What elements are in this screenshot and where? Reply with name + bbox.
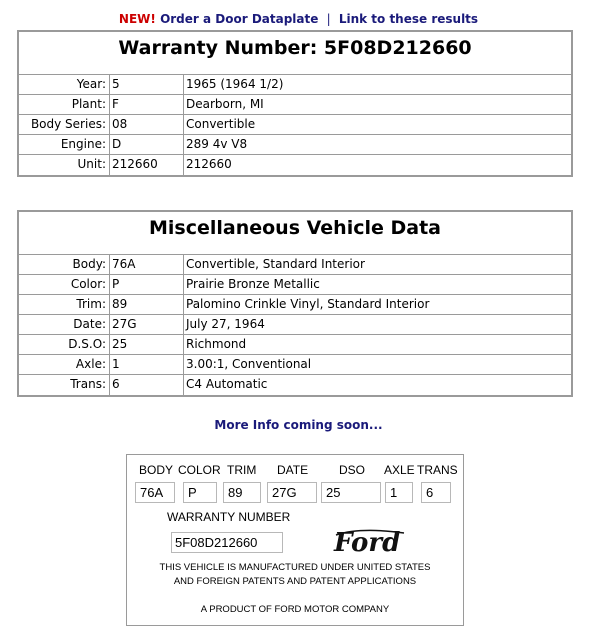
- plate-footer: A PRODUCT OF FORD MOTOR COMPANY: [200, 604, 390, 615]
- row-desc: Convertible, Standard Interior: [186, 257, 365, 271]
- row-label: Unit:: [19, 155, 110, 175]
- row-label: Color:: [19, 275, 110, 294]
- more-info-text: More Info coming soon...: [214, 418, 383, 432]
- row-desc: Prairie Bronze Metallic: [186, 277, 320, 291]
- warranty-title: Warranty Number: 5F08D212660: [19, 32, 571, 75]
- table-row: [19, 255, 571, 275]
- row-desc: Dearborn, MI: [186, 97, 264, 111]
- plate-warranty-label: WARRANTY NUMBER: [167, 510, 291, 524]
- row-label: Trim:: [19, 295, 110, 314]
- plate-value-body: 76A: [135, 482, 175, 503]
- table-row: [19, 295, 571, 315]
- row-desc: 3.00:1, Conventional: [186, 357, 312, 371]
- ford-logo-text: Ford: [334, 528, 401, 558]
- table-row: [19, 115, 571, 135]
- row-label: Date:: [19, 315, 110, 334]
- plate-value-dso: 25: [321, 482, 381, 503]
- row-code: 6: [110, 375, 184, 395]
- table-row: [19, 95, 571, 115]
- row-code: 76A: [110, 255, 184, 274]
- plate-header-color: COLOR: [178, 463, 221, 477]
- row-label: D.S.O:: [19, 335, 110, 354]
- new-badge: NEW!: [118, 12, 156, 26]
- row-desc: 1965 (1964 1/2): [186, 77, 284, 91]
- table-row: [19, 355, 571, 375]
- row-code: 5: [110, 75, 184, 94]
- table-row: [19, 155, 571, 175]
- row-desc: C4 Automatic: [186, 377, 268, 391]
- top-link-bar: [0, 12, 597, 26]
- row-desc: 212660: [186, 157, 232, 171]
- misc-vehicle-table: [17, 210, 573, 397]
- plate-value-axle: 1: [385, 482, 413, 503]
- row-label: Body:: [19, 255, 110, 274]
- table-row: [19, 315, 571, 335]
- plate-header-date: DATE: [277, 463, 309, 477]
- table-row: [19, 135, 571, 155]
- row-label: Plant:: [19, 95, 110, 114]
- door-dataplate: [126, 454, 464, 626]
- row-code: 1: [110, 355, 184, 374]
- table-row: [19, 375, 571, 395]
- row-label: Year:: [19, 75, 110, 94]
- plate-value-color: P: [183, 482, 217, 503]
- link-to-results-link[interactable]: Link to these results: [338, 12, 479, 26]
- row-label: Trans:: [19, 375, 110, 395]
- plate-value-trim: 89: [223, 482, 261, 503]
- table-row: [19, 75, 571, 95]
- row-code: D: [110, 135, 184, 154]
- plate-legal-line-2: AND FOREIGN PATENTS AND PATENT APPLICATIONS: [173, 576, 417, 587]
- row-label: Body Series:: [19, 115, 110, 134]
- row-code: 27G: [110, 315, 184, 334]
- order-door-dataplate-link[interactable]: Order a Door Dataplate: [160, 12, 319, 26]
- plate-legal-line-1: THIS VEHICLE IS MANUFACTURED UNDER UNITED STATES: [159, 562, 431, 573]
- misc-title: Miscellaneous Vehicle Data: [19, 212, 571, 255]
- ford-logo-icon: [330, 525, 408, 559]
- row-label: Axle:: [19, 355, 110, 374]
- row-desc: Richmond: [186, 337, 247, 351]
- plate-value-date: 27G: [267, 482, 317, 503]
- plate-warranty-value: 5F08D212660: [171, 532, 283, 553]
- row-code: F: [110, 95, 184, 114]
- plate-header-trans: TRANS: [417, 463, 458, 477]
- row-code: 08: [110, 115, 184, 134]
- row-desc: Convertible: [186, 117, 256, 131]
- row-code: 89: [110, 295, 184, 314]
- row-desc: 289 4v V8: [186, 137, 248, 151]
- row-code: 212660: [110, 155, 184, 175]
- table-row: [19, 275, 571, 295]
- row-code: P: [110, 275, 184, 294]
- row-code: 25: [110, 335, 184, 354]
- row-desc: July 27, 1964: [186, 317, 265, 331]
- table-row: [19, 335, 571, 355]
- plate-header-body: BODY: [139, 463, 174, 477]
- link-separator: |: [326, 12, 331, 26]
- plate-header-dso: DSO: [339, 463, 366, 477]
- warranty-table: [17, 30, 573, 177]
- plate-value-trans: 6: [421, 482, 451, 503]
- row-label: Engine:: [19, 135, 110, 154]
- plate-header-trim: TRIM: [227, 463, 257, 477]
- row-desc: Palomino Crinkle Vinyl, Standard Interior: [186, 297, 430, 311]
- plate-header-axle: AXLE: [384, 463, 415, 477]
